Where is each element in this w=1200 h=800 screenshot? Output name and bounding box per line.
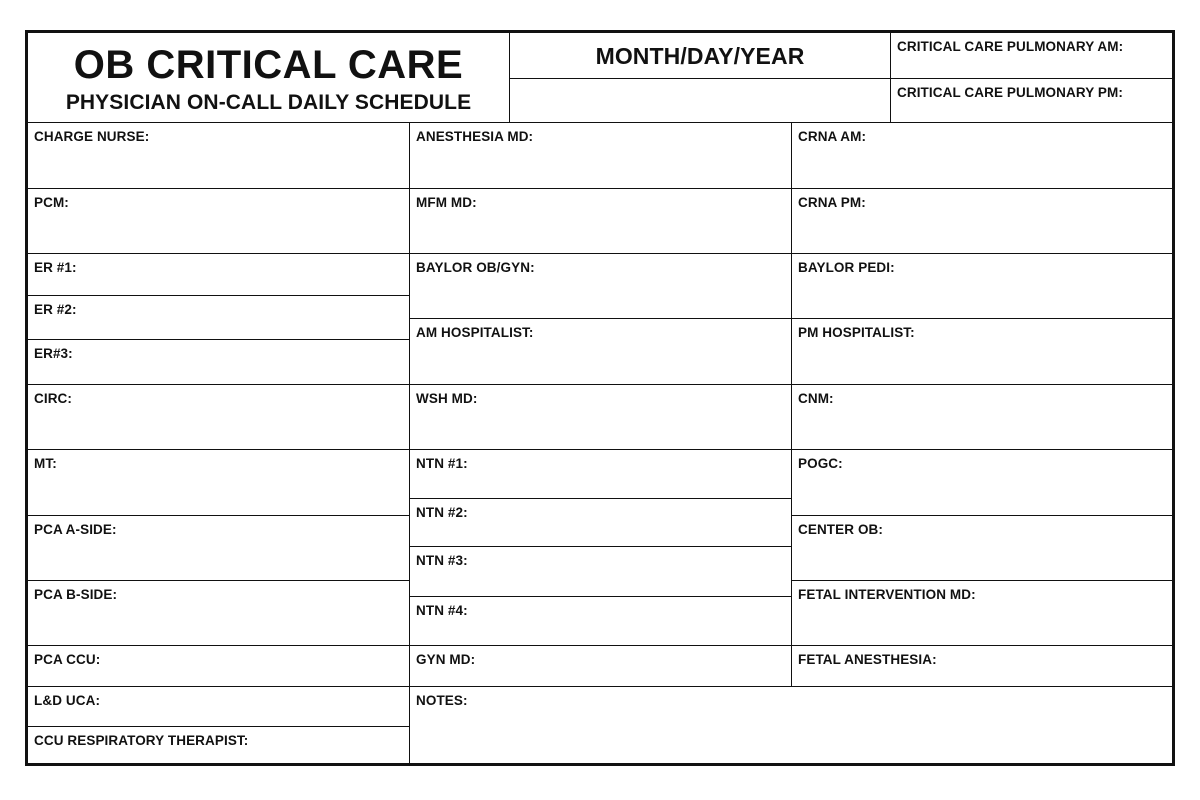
ntn3-label: NTN #3: [416,553,468,568]
pulmonary-pm-label: CRITICAL CARE PULMONARY PM: [897,85,1123,100]
pulmonary-pm-field[interactable] [891,79,1172,123]
mt-field[interactable] [28,450,410,516]
ntn1-label: NTN #1: [416,456,468,471]
cnm-field[interactable] [792,385,1172,450]
pm-hospitalist-label: PM HOSPITALIST: [798,325,915,340]
pca-a-side-field[interactable] [28,516,410,581]
er2-label: ER #2: [34,302,77,317]
fetal-anesthesia-label: FETAL ANESTHESIA: [798,652,937,667]
mfm-md-field[interactable] [410,189,792,254]
er1-field[interactable] [28,254,410,296]
mt-label: MT: [34,456,57,471]
pcm-label: PCM: [34,195,69,210]
er2-field[interactable] [28,296,410,340]
crna-am-label: CRNA AM: [798,129,867,144]
date-field[interactable] [510,33,891,79]
notes-label: NOTES: [416,693,468,708]
pogc-label: POGC: [798,456,843,471]
ntn4-label: NTN #4: [416,603,468,618]
pogc-field[interactable] [792,450,1172,516]
er3-label: ER#3: [34,346,73,361]
gyn-md-field[interactable] [410,646,792,687]
schedule-board [25,30,1175,766]
pca-a-side-label: PCA A-SIDE: [34,522,117,537]
er3-field[interactable] [28,340,410,385]
ld-uca-field[interactable] [28,687,410,727]
ntn4-field[interactable] [410,597,792,646]
anesthesia-md-field[interactable] [410,123,792,189]
pm-hospitalist-field[interactable] [792,319,1172,385]
anesthesia-md-label: ANESTHESIA MD: [416,129,534,144]
baylor-obgyn-label: BAYLOR OB/GYN: [416,260,535,275]
cnm-label: CNM: [798,391,834,406]
center-ob-field[interactable] [792,516,1172,581]
date-label: MONTH/DAY/YEAR [595,43,805,69]
crna-pm-label: CRNA PM: [798,195,866,210]
ld-uca-label: L&D UCA: [34,693,101,708]
gyn-md-label: GYN MD: [416,652,476,667]
mfm-md-label: MFM MD: [416,195,477,210]
circ-label: CIRC: [34,391,72,406]
page-title: OB CRITICAL CARE [73,43,464,87]
fetal-anesthesia-field[interactable] [792,646,1172,687]
pca-ccu-field[interactable] [28,646,410,687]
baylor-obgyn-field[interactable] [410,254,792,319]
pulmonary-am-field[interactable] [891,33,1172,79]
wsh-md-label: WSH MD: [416,391,478,406]
baylor-pedi-label: BAYLOR PEDI: [798,260,895,275]
pca-ccu-label: PCA CCU: [34,652,101,667]
center-ob-label: CENTER OB: [798,522,883,537]
date-entry-field[interactable] [510,79,891,123]
ntn3-field[interactable] [410,547,792,597]
wsh-md-field[interactable] [410,385,792,450]
circ-field[interactable] [28,385,410,450]
er1-label: ER #1: [34,260,77,275]
pcm-field[interactable] [28,189,410,254]
am-hospitalist-field[interactable] [410,319,792,385]
notes-field[interactable] [410,687,1172,763]
ccu-respiratory-therapist-field[interactable] [28,727,410,763]
charge-nurse-field[interactable] [28,123,410,189]
fetal-intervention-md-field[interactable] [792,581,1172,646]
am-hospitalist-label: AM HOSPITALIST: [416,325,534,340]
title-block [28,33,510,123]
pca-b-side-label: PCA B-SIDE: [34,587,118,602]
crna-pm-field[interactable] [792,189,1172,254]
charge-nurse-label: CHARGE NURSE: [34,129,150,144]
pulmonary-am-label: CRITICAL CARE PULMONARY AM: [897,39,1124,54]
ntn2-field[interactable] [410,499,792,547]
ntn2-label: NTN #2: [416,505,468,520]
crna-am-field[interactable] [792,123,1172,189]
ccu-respiratory-therapist-label: CCU RESPIRATORY THERAPIST: [34,733,249,748]
page-subtitle: PHYSICIAN ON-CALL DAILY SCHEDULE [65,91,472,114]
baylor-pedi-field[interactable] [792,254,1172,319]
fetal-intervention-md-label: FETAL INTERVENTION MD: [798,587,976,602]
pca-b-side-field[interactable] [28,581,410,646]
ntn1-field[interactable] [410,450,792,499]
